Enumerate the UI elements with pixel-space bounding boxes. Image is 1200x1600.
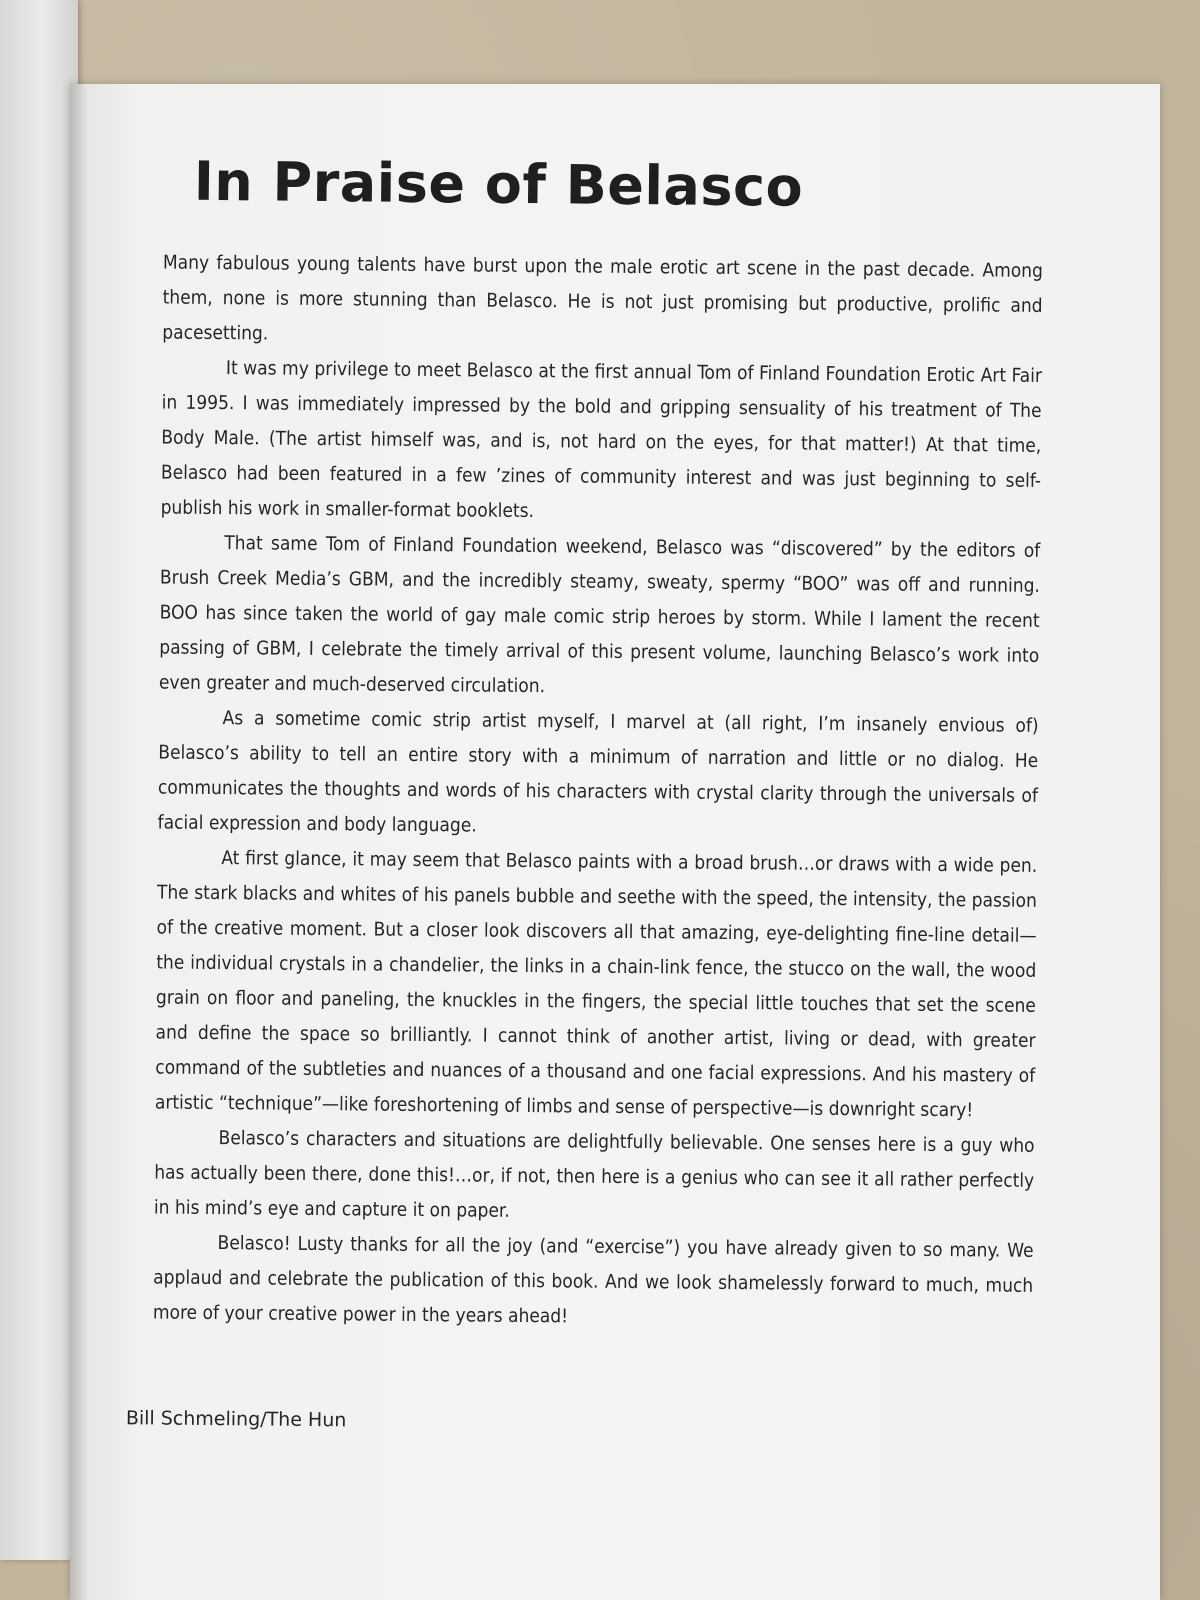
previous-page-edge xyxy=(0,0,78,1560)
page-title: In Praise of Belasco xyxy=(193,149,804,219)
page-content xyxy=(70,84,1160,1600)
paragraph-1: Many fabulous young talents have burst upon the male erotic art scene in the past decade. Among them, none is more stunning than Belasco. He is not just promising but productive, prolific and pacesetting. xyxy=(162,251,1044,345)
paragraph-3: That same Tom of Finland Foundation weekend, Belasco was “discovered” by the editors of Brush Creek Media’s GBM, and the incredibly steamy, sweaty, spermy “BOO” was off and running. BOO has since taken the world of gay male comic strip heroes by storm. While I lament the recent passing of GBM, I celebrate the timely arrival of this present volume, launching Belasco’s work into even greater and much-deserved circulation. xyxy=(158,532,1041,698)
essay-body xyxy=(153,245,1043,1338)
paragraph-2: It was my privilege to meet Belasco at the first annual Tom of Finland Foundation Erotic Art Fair in 1995. I was immediately impressed by the bold and gripping sensuality of his treatment of The Body Male. (The artist himself was, and is, not hard on the eyes, for that matter!) At that time, Belasco had been featured in a few ’zines of community interest and was just beginning to self-publish his work in smaller-format booklets. xyxy=(160,357,1043,523)
paragraph-6: Belasco’s characters and situations are delightfully believable. One senses here is a guy who has actually been there, done this!…or, if not, then here is a genius who can see it all rather perfectly in his mind’s eye and capture it on paper. xyxy=(153,1127,1035,1222)
paragraph-7: Belasco! Lusty thanks for all the joy (and “exercise”) you have already given to so many. We applaud and celebrate the publication of this book. And we look shamelessly forward to much, much more of your creative power in the years ahead! xyxy=(152,1232,1034,1328)
book-page xyxy=(70,84,1160,1600)
paragraph-4: As a sometime comic strip artist myself, I marvel at (all right, I’m insanely envious of) Belasco’s ability to tell an entire story with a minimum of narration and little or no dialog. He communicates the thoughts and words of his characters with crystal clarity through the universals of facial expression and body language. xyxy=(157,707,1039,837)
paragraph-5: At first glance, it may seem that Belasco paints with a broad brush…or draws with a wide pen. The stark blacks and whites of his panels bubble and seethe with the speed, the intensity, the passion of the creative moment. But a closer look discovers all that amazing, eye-delighting fine-line detail—the individual crystals in a chandelier, the links in a chain-link fence, the stucco on the wall, the wood grain on floor and paneling, the knuckles in the fingers, the special little touches that set the scene and define the space so brilliantly. I cannot think of another artist, living or dead, with greater command of the subtleties and nuances of a thousand and one facial expressions. And his mastery of artistic “technique”—like foreshortening of limbs and sense of perspective—is downright scary! xyxy=(154,847,1038,1122)
author-signature: Bill Schmeling/The Hun xyxy=(125,1407,347,1432)
